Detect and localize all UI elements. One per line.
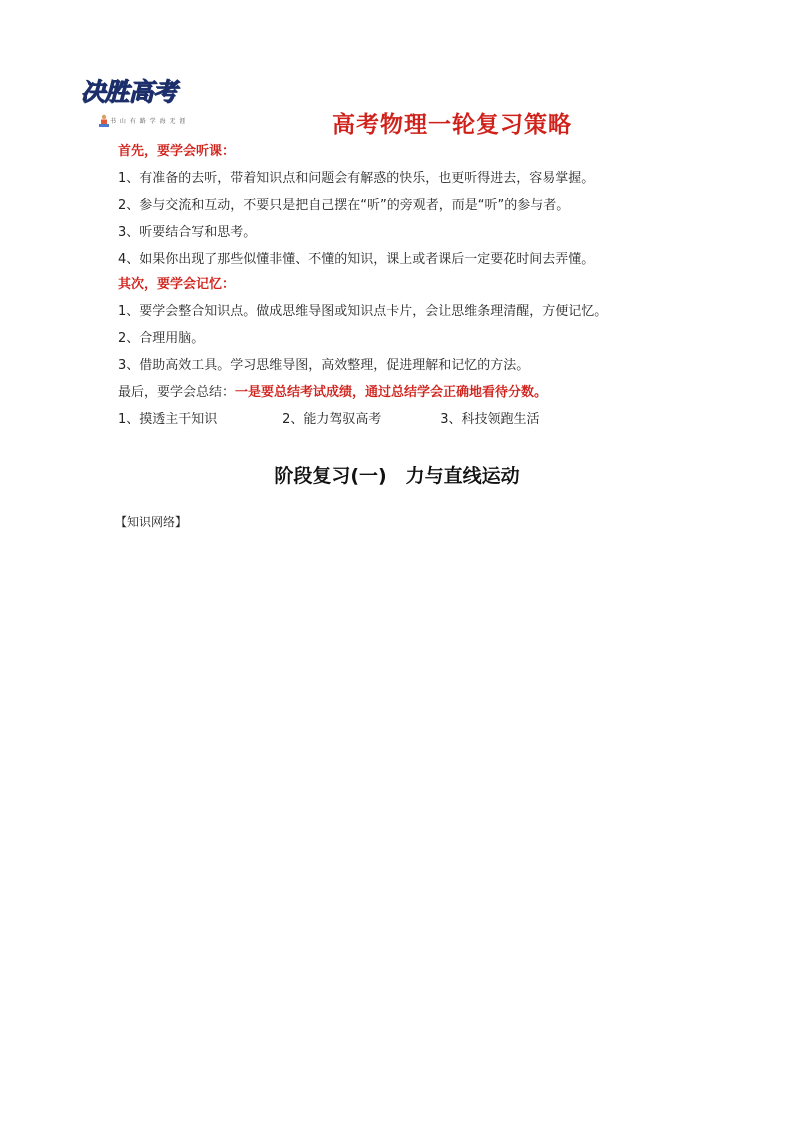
section3-items <box>118 411 540 429</box>
section2-heading: 其次，要学会记忆： <box>118 277 236 292</box>
section1-item-1: 1、有准备的去听，带着知识点和问题会有解惑的快乐，也更听得进去，容易掌握。 <box>118 171 595 186</box>
section2-item-1: 1、要学会整合知识点。做成思维导图或知识点卡片，会让思维条理清醒，方便记忆。 <box>118 304 608 319</box>
section3-prefix: 最后，要学会总结： <box>118 385 236 400</box>
knowledge-network-label: 【知识网络】 <box>115 515 188 529</box>
section3-item-2: 2、能力驾驭高考 <box>282 412 382 427</box>
section3-item-3: 3、科技领跑生活 <box>440 412 540 427</box>
section1-heading: 首先，要学会听课： <box>118 144 236 159</box>
section2-item-3: 3、借助高效工具。学习思维导图，高效整理，促进理解和记忆的方法。 <box>118 358 530 373</box>
section2-item-2: 2、合理用脑。 <box>118 331 205 346</box>
section1-item-3: 3、听要结合写和思考。 <box>118 225 257 240</box>
section3-item-1: 1、摸透主干知识 <box>118 412 218 427</box>
logo-subtitle: 书 山 有 路 学 海 无 涯 <box>110 118 187 125</box>
stage-title: 阶段复习(一) 力与直线运动 <box>274 465 520 487</box>
section3-summary <box>118 384 547 402</box>
logo-text: 决胜高考 <box>80 77 177 106</box>
section3-emphasis: 一是要总结考试成绩，通过总结学会正确地看待分数。 <box>235 385 548 400</box>
section1-item-2: 2、参与交流和互动，不要只是把自己摆在“听”的旁观者，而是“听”的参与者。 <box>118 198 570 213</box>
page-title: 高考物理一轮复习策略 <box>332 112 572 138</box>
section1-item-4: 4、如果你出现了那些似懂非懂、不懂的知识，课上或者课后一定要花时间去弄懂。 <box>118 252 595 267</box>
